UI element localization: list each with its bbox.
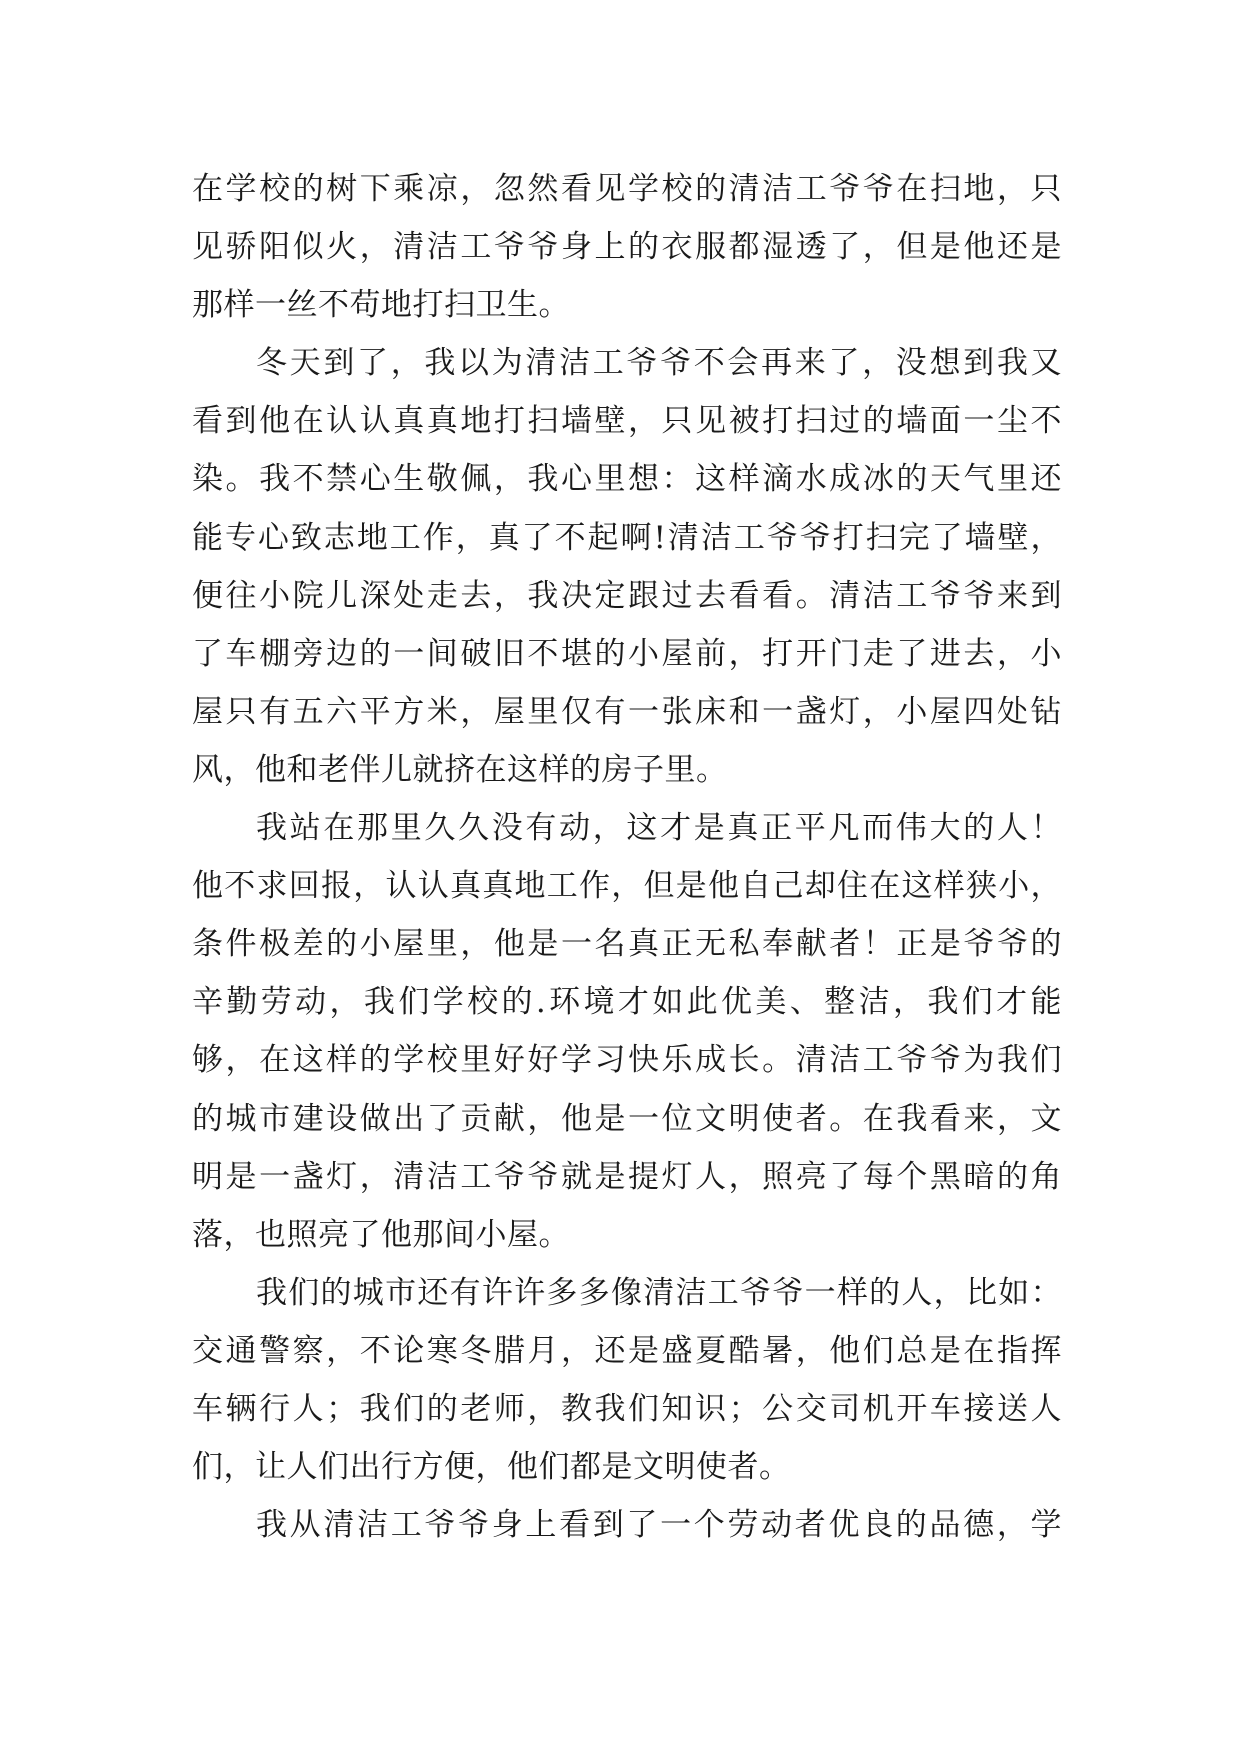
text-line: 够，在这样的学校里好好学习快乐成长。清洁工爷爷为我们 <box>192 1042 1062 1079</box>
text-line: 能专心致志地工作，真了不起啊!清洁工爷爷打扫完了墙壁， <box>192 519 1062 556</box>
text-line: 我们的城市还有许许多多像清洁工爷爷一样的人，比如： <box>256 1274 1062 1311</box>
text-line: 屋只有五六平方米，屋里仅有一张床和一盏灯，小屋四处钻 <box>192 693 1062 730</box>
text-line: 那样一丝不苟地打扫卫生。 <box>192 287 570 324</box>
text-line: 们，让人们出行方便，他们都是文明使者。 <box>192 1449 791 1486</box>
text-line: 他不求回报，认认真真地工作，但是他自己却住在这样狭小， <box>192 868 1062 905</box>
text-line: 冬天到了，我以为清洁工爷爷不会再来了，没想到我又 <box>256 345 1062 382</box>
text-line: 落，也照亮了他那间小屋。 <box>192 1216 570 1253</box>
text-line: 看到他在认认真真地打扫墙壁，只见被打扫过的墙面一尘不 <box>192 403 1062 440</box>
text-line: 车辆行人；我们的老师，教我们知识；公交司机开车接送人 <box>192 1390 1062 1427</box>
text-line: 明是一盏灯，清洁工爷爷就是提灯人，照亮了每个黑暗的角 <box>192 1158 1062 1195</box>
text-line: 我站在那里久久没有动，这才是真正平凡而伟大的人！ <box>256 810 1062 847</box>
text-line: 我从清洁工爷爷身上看到了一个劳动者优良的品德，学 <box>256 1507 1062 1544</box>
text-line: 条件极差的小屋里，他是一名真正无私奉献者！正是爷爷的 <box>192 926 1062 963</box>
paragraph <box>192 334 1062 799</box>
paragraph <box>192 1264 1062 1496</box>
text-line: 见骄阳似火，清洁工爷爷身上的衣服都湿透了，但是他还是 <box>192 229 1062 266</box>
text-line: 的城市建设做出了贡献，他是一位文明使者。在我看来，文 <box>192 1100 1062 1137</box>
text-line: 辛勤劳动，我们学校的.环境才如此优美、整洁，我们才能 <box>192 984 1062 1021</box>
essay-body <box>192 160 1062 1554</box>
text-line: 了车棚旁边的一间破旧不堪的小屋前，打开门走了进去，小 <box>192 635 1062 672</box>
paragraph <box>192 1496 1062 1554</box>
paragraph <box>192 160 1062 334</box>
text-line: 染。我不禁心生敬佩，我心里想：这样滴水成冰的天气里还 <box>192 461 1062 498</box>
text-line: 在学校的树下乘凉，忽然看见学校的清洁工爷爷在扫地，只 <box>192 171 1062 207</box>
text-line: 交通警察，不论寒冬腊月，还是盛夏酷暑，他们总是在指挥 <box>192 1332 1062 1369</box>
text-line: 风，他和老伴儿就挤在这样的房子里。 <box>192 751 728 788</box>
paragraph <box>192 799 1062 1264</box>
text-line: 便往小院儿深处走去，我决定跟过去看看。清洁工爷爷来到 <box>192 577 1062 614</box>
